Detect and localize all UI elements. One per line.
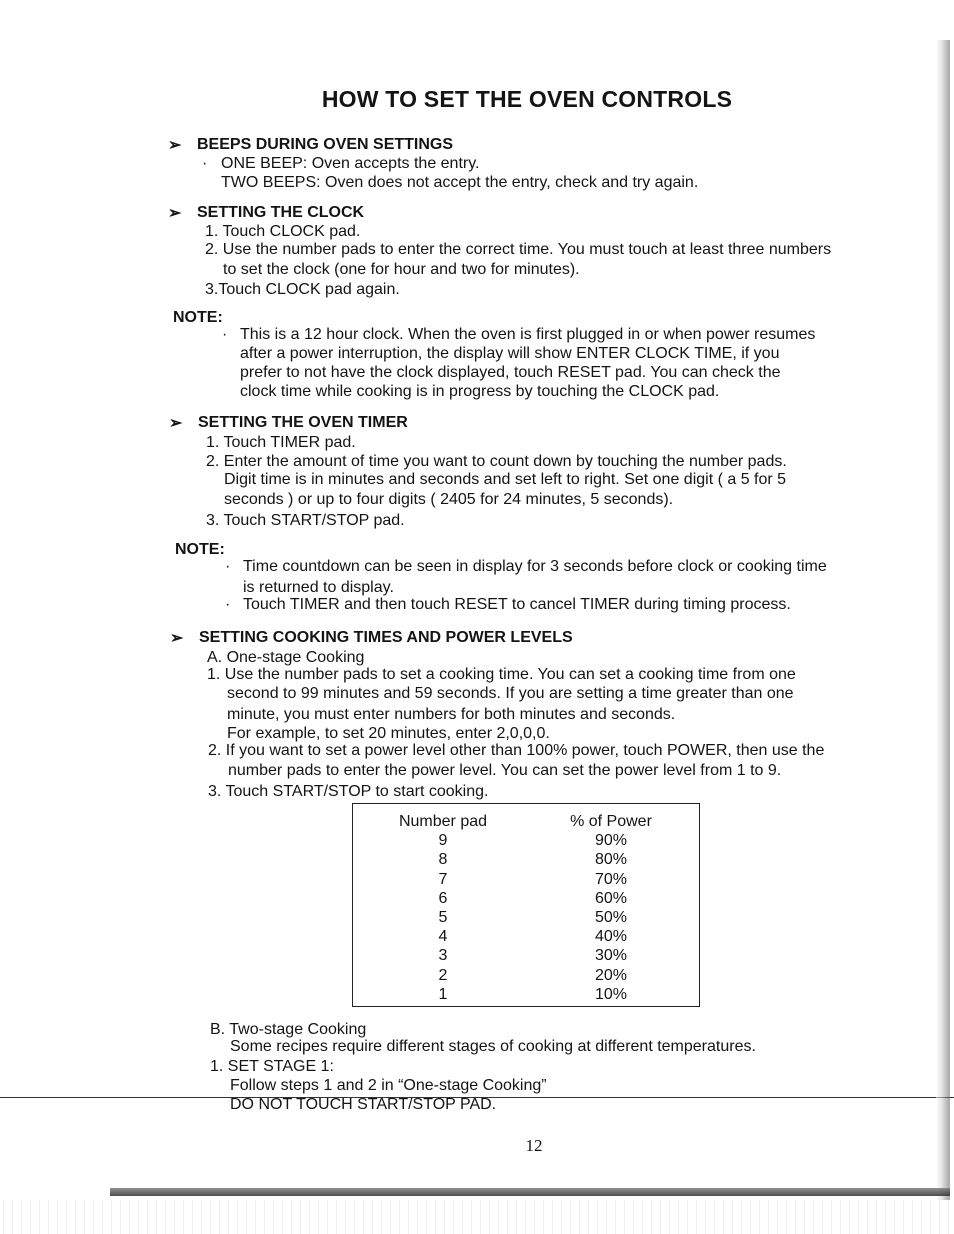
- timer-note-2: Touch TIMER and then touch RESET to cancel TIMER during timing process.: [243, 596, 791, 613]
- cooking-step-2-line-1: 2. If you want to set a power level other than 100% power, touch POWER, then use the: [208, 742, 825, 759]
- power-level-table: [352, 803, 700, 1007]
- timer-step-2: 2. Enter the amount of time you want to count down by touching the number pads.: [206, 453, 787, 470]
- beeps-line-1: ONE BEEP: Oven accepts the entry.: [221, 155, 480, 172]
- table-cell-power: 50%: [594, 909, 628, 927]
- section-heading-clock: SETTING THE CLOCK: [197, 204, 365, 221]
- bullet-icon: ·: [225, 558, 231, 575]
- bullet-icon: ·: [202, 155, 208, 172]
- clock-note-line-4: clock time while cooking is in progress by touching the CLOCK pad.: [240, 383, 720, 400]
- clock-step-3: 3.Touch CLOCK pad again.: [205, 281, 400, 298]
- table-cell-power: 70%: [594, 870, 628, 888]
- table-cell-pad: 9: [438, 832, 448, 850]
- cooking-step-1-line-2: second to 99 minutes and 59 seconds. If you are setting a time greater than one: [227, 685, 794, 702]
- two-stage-step-1-line-2: DO NOT TOUCH START/STOP PAD.: [230, 1096, 497, 1113]
- clock-step-2-cont: to set the clock (one for hour and two for minutes).: [223, 261, 580, 278]
- timer-step-1: 1. Touch TIMER pad.: [206, 434, 356, 451]
- timer-step-2-cont-2: seconds ) or up to four digits ( 2405 for 24 minutes, 5 seconds).: [224, 491, 674, 508]
- two-stage-step-1-line-1: Follow steps 1 and 2 in “One-stage Cooking”: [230, 1077, 547, 1094]
- clock-step-1: 1. Touch CLOCK pad.: [205, 223, 361, 240]
- table-cell-power: 90%: [594, 832, 628, 850]
- section-heading-cooking: SETTING COOKING TIMES AND POWER LEVELS: [199, 629, 573, 646]
- timer-step-2-cont-1: Digit time is in minutes and seconds and set left to right. Set one digit ( a 5 for 5: [224, 471, 787, 488]
- table-header-percent-power: % of Power: [570, 813, 652, 830]
- table-cell-power: 30%: [594, 947, 628, 965]
- table-cell-power: 10%: [594, 985, 628, 1003]
- bullet-icon: ·: [222, 326, 228, 343]
- section-heading-beeps: BEEPS DURING OVEN SETTINGS: [197, 136, 454, 153]
- two-stage-intro: Some recipes require different stages of cooking at different temperatures.: [230, 1038, 756, 1055]
- two-stage-heading: B. Two-stage Cooking: [210, 1021, 367, 1038]
- arrow-bullet-icon: ➢: [169, 415, 183, 432]
- table-cell-power: 60%: [594, 889, 628, 907]
- scan-edge-shadow: [936, 40, 950, 1200]
- table-cell-pad: 7: [438, 870, 448, 888]
- clock-note-line-1: This is a 12 hour clock. When the oven is first plugged in or when power resumes: [240, 326, 816, 343]
- table-cell-power: 80%: [594, 851, 628, 869]
- page-number: 12: [525, 1136, 543, 1155]
- table-cell-power: 40%: [594, 928, 628, 946]
- table-column-percent-power: [553, 812, 669, 1004]
- table-cell-pad: 2: [438, 966, 448, 984]
- arrow-bullet-icon: ➢: [170, 630, 184, 647]
- cooking-step-1-line-4: For example, to set 20 minutes, enter 2,0,0,0.: [227, 725, 550, 742]
- note-label: NOTE:: [175, 541, 225, 558]
- page-title: HOW TO SET THE OVEN CONTROLS: [321, 86, 733, 112]
- one-stage-heading: A. One-stage Cooking: [207, 649, 365, 666]
- clock-step-2: 2. Use the number pads to enter the correct time. You must touch at least three numbers: [205, 241, 832, 258]
- section-heading-timer: SETTING THE OVEN TIMER: [198, 414, 408, 431]
- scan-bottom-edge: [110, 1188, 950, 1196]
- timer-step-3: 3. Touch START/STOP pad.: [206, 512, 405, 529]
- arrow-bullet-icon: ➢: [168, 205, 182, 222]
- bullet-icon: ·: [225, 596, 231, 613]
- table-cell-pad: 8: [438, 851, 448, 869]
- timer-note-1-line-2: is returned to display.: [243, 579, 394, 596]
- timer-note-1-line-1: Time countdown can be seen in display for 3 seconds before clock or cooking time: [243, 558, 827, 575]
- note-label: NOTE:: [173, 309, 223, 326]
- table-cell-pad: 5: [438, 909, 448, 927]
- cooking-step-1-line-1: 1. Use the number pads to set a cooking time. You can set a cooking time from one: [207, 666, 796, 683]
- table-cell-pad: 1: [438, 985, 448, 1003]
- cooking-step-3: 3. Touch START/STOP to start cooking.: [208, 783, 489, 800]
- table-cell-pad: 4: [438, 928, 448, 946]
- table-cell-pad: 3: [438, 947, 448, 965]
- arrow-bullet-icon: ➢: [168, 137, 182, 154]
- clock-note-line-3: prefer to not have the clock displayed, touch RESET pad. You can check the: [240, 364, 781, 381]
- table-header-number-pad: Number pad: [398, 813, 488, 830]
- cooking-step-2-line-2: number pads to enter the power level. You can set the power level from 1 to 9.: [228, 762, 782, 779]
- table-column-number-pad: [383, 812, 503, 1004]
- table-cell-pad: 6: [438, 889, 448, 907]
- two-stage-step-1: 1. SET STAGE 1:: [210, 1058, 334, 1075]
- scan-noise: [0, 1200, 954, 1234]
- clock-note-line-2: after a power interruption, the display will show ENTER CLOCK TIME, if you: [240, 345, 780, 362]
- cooking-step-1-line-3: minute, you must enter numbers for both minutes and seconds.: [227, 706, 676, 723]
- beeps-line-2: TWO BEEPS: Oven does not accept the entry, check and try again.: [221, 174, 699, 191]
- table-cell-power: 20%: [594, 966, 628, 984]
